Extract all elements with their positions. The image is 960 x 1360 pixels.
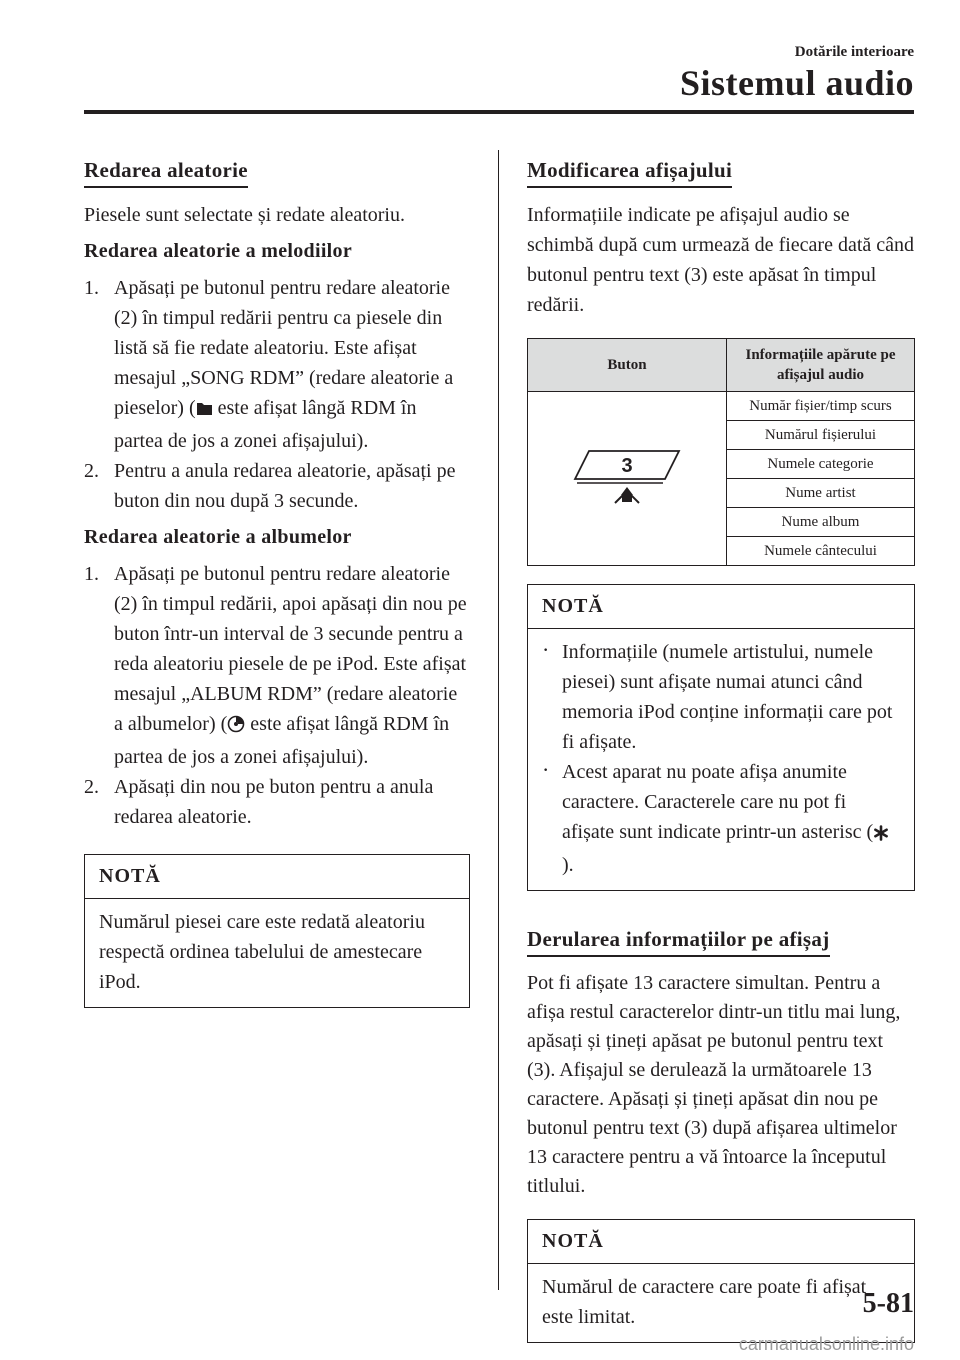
album-disc-icon: [227, 712, 245, 742]
text-button-illustration: [528, 392, 727, 566]
note-box-shuffle: [84, 854, 470, 1008]
note-text: Numărul piesei care este redată aleatoriu respectă ordinea tabelului de amestecare iPod.: [99, 911, 425, 993]
page-title: Sistemul audio: [679, 63, 914, 103]
random-play-intro: Piesele sunt selectate și redate aleatoriu.: [84, 204, 405, 226]
table-cell: Numele cântecului: [727, 537, 915, 566]
watermark: carmanualsonline.info: [738, 1334, 914, 1354]
table-cell: Numele categorie: [727, 450, 915, 479]
table-header-button: Buton: [528, 339, 727, 392]
list-item: 1. Apăsați pe butonul pentru redare aleatorie (2) în timpul redării pentru ca piesele din listă să fie redate aleatoriu. Este afișat mesajul „SONG RDM” (redare aleatorie a pieselor) ( este afișat lângă RDM în partea de jos a zonei afișajului).: [84, 277, 454, 452]
random-albums-title: Redarea aleatorie a albumelor: [84, 526, 352, 548]
display-change-title: Modificarea afișajului: [527, 158, 732, 188]
table-header-info: Informațiile apărute pe afișajul audio: [727, 339, 915, 392]
table-cell: Număr fișier/timp scurs: [727, 392, 915, 421]
table-cell: Nume artist: [727, 479, 915, 508]
random-albums-steps: [84, 559, 470, 832]
scroll-info-title: Derularea informațiilor pe afișaj: [527, 927, 830, 957]
button-number-label: 3: [621, 455, 633, 477]
display-info-table: [527, 338, 915, 566]
scroll-info-text: Pot fi afișate 13 caractere simultan. Pentru a afișa restul caracterelor dintr-un titlu mai lung, apăsați și țineți apăsat pe butonul pentru text (3). Afișajul se derulează la următoarele 13 caractere. Apăsați și țineți apăsat din nou pe butonul pentru text (3) după afișarea ultimelor 13 caractere pentru a vă întoarce la începutul titlului.: [527, 972, 901, 1197]
list-item: · Informațiile (numele artistului, numele piesei) sunt afișate numai atunci când memoria iPod conține informații care pot fi afișate.: [542, 637, 900, 757]
bullet-icon: ·: [542, 757, 550, 782]
folder-icon: [196, 396, 213, 426]
list-item: 2. Apăsați din nou pe buton pentru a anula redarea aleatorie.: [84, 776, 434, 828]
display-change-intro: Informațiile indicate pe afișajul audio se schimbă după cum urmează de fiecare dată când butonul pentru text (3) este apăsat în timpul redării.: [527, 204, 915, 316]
page-number: 5-81: [862, 1288, 914, 1319]
note-heading: NOTĂ: [528, 1220, 914, 1264]
right-column: [527, 158, 915, 1343]
note-box-scroll: [527, 1219, 915, 1343]
asterisk-icon: [873, 820, 889, 850]
random-songs-title: Redarea aleatorie a melodiilor: [84, 240, 353, 262]
text-button-icon: [567, 441, 687, 511]
random-play-title: Redarea aleatorie: [84, 158, 248, 188]
note-box-display: [527, 584, 915, 891]
table-cell: Numărul fișierului: [727, 421, 915, 450]
random-songs-steps: [84, 273, 470, 516]
table-cell: Nume album: [727, 508, 915, 537]
list-item: · Acest aparat nu poate afișa anumite caractere. Caracterele care nu pot fi afișate sunt indicate printr-un asterisc ().: [542, 757, 900, 880]
column-divider: [498, 150, 499, 1290]
table-row: [528, 392, 915, 421]
left-column: [84, 158, 470, 1008]
list-item: 2. Pentru a anula redarea aleatorie, apăsați pe buton din nou după 3 secunde.: [84, 460, 456, 512]
note-text: Numărul de caractere care poate fi afișat este limitat.: [542, 1276, 867, 1328]
note-heading: NOTĂ: [528, 585, 914, 629]
header-section-label: Dotările interioare: [794, 44, 914, 60]
header-rule: [84, 110, 914, 114]
note-heading: NOTĂ: [85, 855, 469, 899]
list-item: 1. Apăsați pe butonul pentru redare aleatorie (2) în timpul redării, apoi apăsați din nou pe buton într-un interval de 3 secunde pentru a reda aleatoriu piesele de pe iPod. Este afișat mesajul „ALBUM RDM” (redare aleatorie a albumelor) ( este afișat lângă RDM în partea de jos a zonei afișajului).: [84, 563, 467, 768]
bullet-icon: ·: [542, 637, 550, 662]
